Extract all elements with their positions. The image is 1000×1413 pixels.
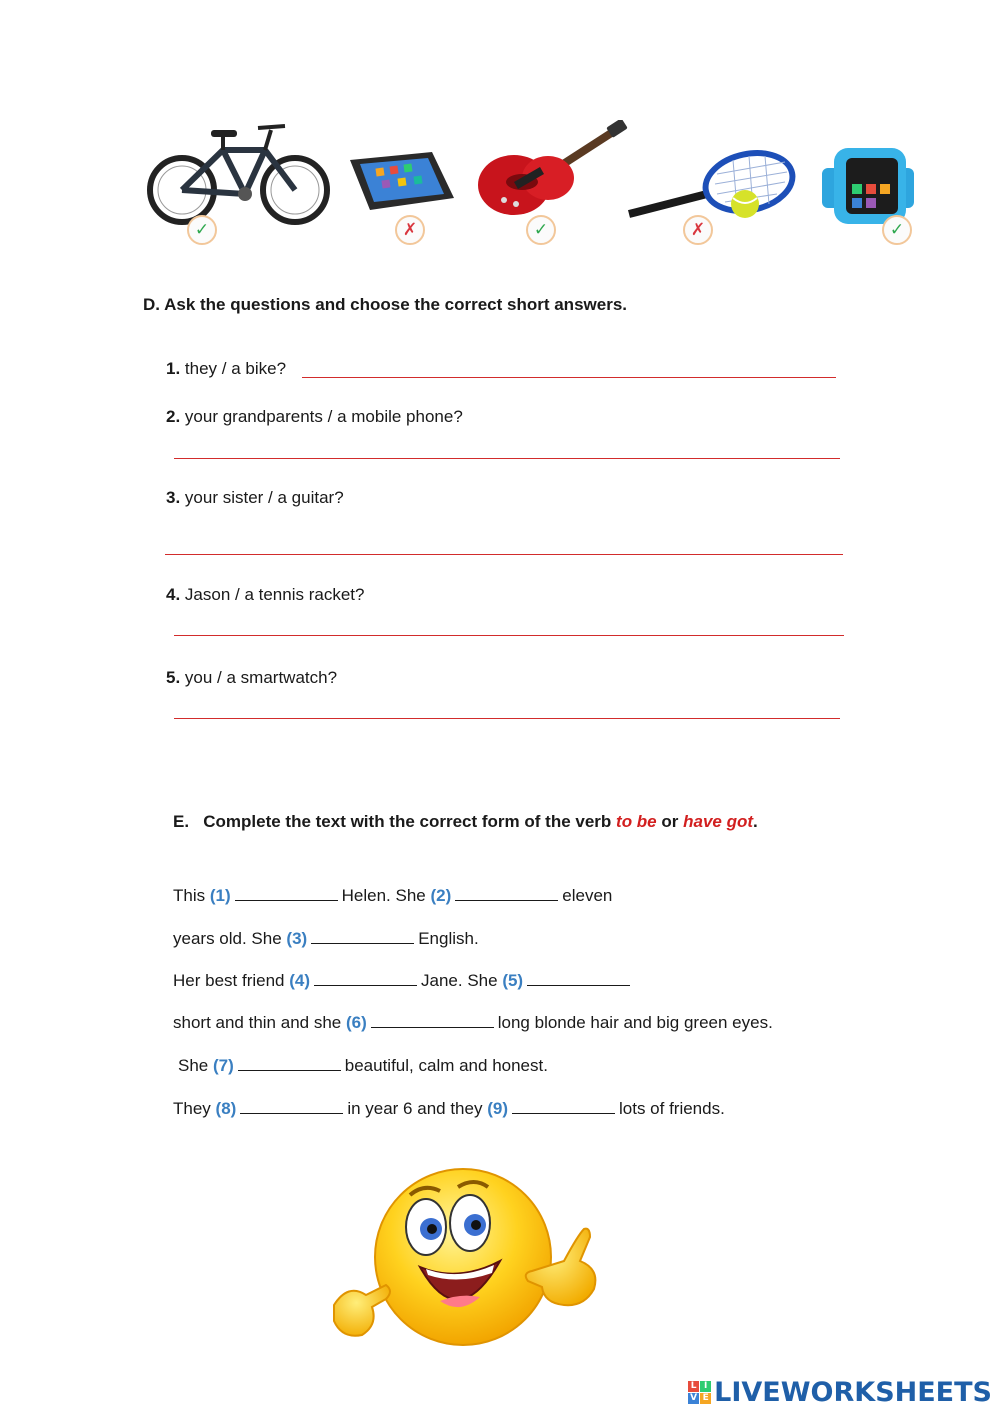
logo-text: LIVEWORKSHEETS — [714, 1377, 992, 1408]
heading-end: . — [753, 812, 758, 831]
gap-number-5: (5) — [502, 971, 524, 990]
heading-text: E. Complete the text with the correct form of the verb — [173, 812, 612, 831]
text-span: lots of friends. — [618, 1099, 725, 1118]
question-number: 1. — [166, 359, 181, 378]
question-1 — [166, 359, 286, 379]
text-span: This — [173, 886, 206, 905]
text-span: Her best friend — [173, 971, 285, 990]
check-mark-icon: ✓ — [187, 215, 217, 245]
text-span: long blonde hair and big green eyes. — [497, 1013, 773, 1032]
answer-input-3[interactable] — [165, 532, 847, 556]
question-5 — [166, 668, 337, 688]
text-span: They — [173, 1099, 211, 1118]
text-line-2 — [173, 929, 479, 949]
gap-blank-9[interactable] — [512, 1099, 615, 1114]
question-2 — [166, 407, 463, 427]
question-4 — [166, 585, 364, 605]
question-3 — [166, 488, 344, 508]
question-number: 5. — [166, 668, 181, 687]
text-line-5 — [178, 1056, 548, 1076]
heading-or: or — [661, 812, 679, 831]
text-span: in year 6 and they — [347, 1099, 483, 1118]
smartphone-icon — [346, 150, 458, 216]
logo-blocks-icon — [688, 1381, 711, 1404]
text-line-6 — [173, 1099, 725, 1119]
question-text: they / a bike? — [184, 359, 287, 378]
logo-block: V — [688, 1393, 699, 1404]
gap-number-1: (1) — [209, 886, 231, 905]
gap-blank-4[interactable] — [314, 971, 417, 986]
guitar-icon — [474, 120, 629, 225]
logo-block: L — [688, 1381, 699, 1392]
question-number: 3. — [166, 488, 181, 507]
gap-number-4: (4) — [289, 971, 311, 990]
gap-blank-5[interactable] — [527, 971, 630, 986]
text-span: Helen. She — [341, 886, 426, 905]
text-span: English. — [418, 929, 479, 948]
question-text: your sister / a guitar? — [184, 488, 344, 507]
gap-number-8: (8) — [215, 1099, 237, 1118]
gap-number-6: (6) — [345, 1013, 367, 1032]
gap-blank-3[interactable] — [311, 929, 414, 944]
text-span: short and thin and she — [173, 1013, 342, 1032]
check-mark-icon: ✓ — [526, 215, 556, 245]
gap-blank-8[interactable] — [240, 1099, 343, 1114]
gap-blank-2[interactable] — [455, 886, 558, 901]
gap-number-3: (3) — [286, 929, 308, 948]
logo-block: I — [700, 1381, 711, 1392]
tennis-racket-icon — [625, 148, 797, 228]
text-line-3 — [173, 971, 634, 991]
verb-have-got: have got — [683, 812, 754, 831]
text-span: beautiful, calm and honest. — [344, 1056, 548, 1075]
cross-mark-icon: ✗ — [683, 215, 713, 245]
question-number: 4. — [166, 585, 181, 604]
question-text: your grandparents / a mobile phone? — [184, 407, 463, 426]
question-text: Jason / a tennis racket? — [184, 585, 365, 604]
section-d-heading: D. Ask the questions and choose the correct short answers. — [143, 295, 627, 314]
gap-blank-7[interactable] — [238, 1056, 341, 1071]
text-span: eleven — [562, 886, 613, 905]
question-text: you / a smartwatch? — [184, 668, 338, 687]
answer-input-1[interactable] — [302, 355, 840, 379]
gap-number-7: (7) — [212, 1056, 234, 1075]
bicycle-icon — [145, 118, 335, 230]
section-e-heading — [173, 812, 758, 832]
text-line-4 — [173, 1013, 773, 1033]
question-number: 2. — [166, 407, 181, 426]
text-span: Jane. She — [421, 971, 498, 990]
gap-number-2: (2) — [430, 886, 452, 905]
text-span: She — [178, 1056, 209, 1075]
answer-input-5[interactable] — [174, 696, 844, 720]
logo-block: E — [700, 1393, 711, 1404]
answer-input-2[interactable] — [174, 436, 844, 460]
liveworksheets-logo — [688, 1377, 992, 1408]
cross-mark-icon: ✗ — [395, 215, 425, 245]
gap-blank-6[interactable] — [371, 1013, 494, 1028]
gap-blank-1[interactable] — [235, 886, 338, 901]
answer-input-4[interactable] — [174, 613, 848, 637]
check-mark-icon: ✓ — [882, 215, 912, 245]
text-line-1 — [173, 886, 612, 906]
verb-to-be: to be — [616, 812, 657, 831]
gap-number-9: (9) — [487, 1099, 508, 1118]
text-span: years old. She — [173, 929, 282, 948]
smiley-pointing-icon — [328, 1165, 600, 1347]
